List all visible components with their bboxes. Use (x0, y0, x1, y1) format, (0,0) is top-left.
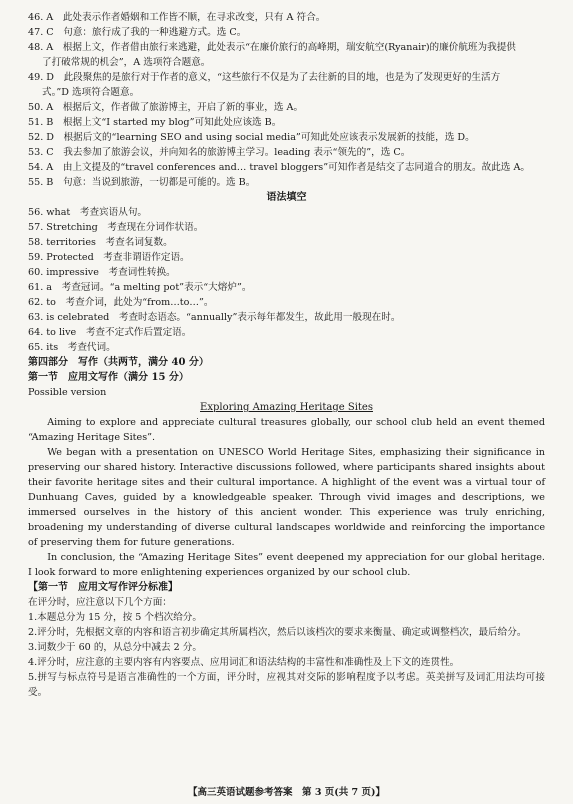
answer-48: 48. A 根据上文，作者借由旅行来逃避，此处表示“在廉价旅行的高峰期，瑞安航空(Ryanair)的廉价航班为我提供 (28, 42, 516, 53)
scoring-standard-title: 【第一节 应用文写作评分标准】 (28, 582, 178, 593)
essay-paragraph-3: In conclusion, the “Amazing Heritage Sites” event deepened my appreciation for our global heritage. I look forward to more enlightening experiences organized by our school club. (28, 552, 545, 578)
answer-48-cont: 了打破常规的机会”，A 选项符合题意。 (42, 57, 211, 68)
part-four-heading: 第四部分 写作（共两节，满分 40 分） (28, 357, 209, 368)
answer-65: 65. its 考查代词。 (28, 342, 116, 353)
page-footer: 【高三英语试题参考答案 第 3 页(共 7 页)】 (188, 787, 385, 798)
answer-50: 50. A 根据后文，作者做了旅游博主，开启了新的事业，选 A。 (28, 102, 304, 113)
scoring-item-1: 1.本题总分为 15 分，按 5 个档次给分。 (28, 612, 202, 623)
answer-52: 52. D 根据后文的“learning SEO and using social media”可知此处应该表示发展新的技能，选 D。 (28, 132, 475, 143)
answer-49-cont: 式。”D 选项符合题意。 (42, 87, 140, 98)
essay-paragraph-2: We began with a presentation on UNESCO World Heritage Sites, emphasizing their significance in preserving our shared history. Interactive discussions followed, where participants shared insights about their favorite heritage sites and their cultural importance. A highlight of the event was a virtual tour of Dunhuang Caves, guided by a knowledgeable speaker. Through vivid images and descriptions, we immersed ourselves in the history of this ancient wonder. This experience was truly enriching, broadening my understanding of diverse cultural landscapes worldwide and reinforcing the importance of preserving them for future generations. (28, 447, 545, 548)
essay-title: Exploring Amazing Heritage Sites (200, 402, 373, 413)
answer-47: 47. C 句意：旅行成了我的一种逃避方式。选 C。 (28, 27, 247, 38)
answer-53: 53. C 我去参加了旅游会议，并向知名的旅游博主学习。leading 表示“领先的”，选 C。 (28, 147, 411, 158)
answer-46: 46. A 此处表示作者婚姻和工作皆不顺，在寻求改变，只有 A 符合。 (28, 12, 326, 23)
answer-51: 51. B 根据上文“I started my blog”可知此处应该选 B。 (28, 117, 282, 128)
answer-55: 55. B 句意：当说到旅游，一切都是可能的。选 B。 (28, 177, 256, 188)
scoring-item-4: 4.评分时，应注意的主要内容有内容要点、应用词汇和语法结构的丰富性和准确性及上下文的连贯性。 (28, 657, 460, 668)
scoring-intro: 在评分时，应注意以下几个方面： (28, 597, 172, 608)
answer-61: 61. a 考查冠词。“a melting pot”表示“大熔炉”。 (28, 282, 252, 293)
answers-56-65 (28, 205, 545, 355)
section-one-heading: 第一节 应用文写作（满分 15 分） (28, 372, 189, 383)
answers-46-55 (28, 10, 545, 190)
answer-49: 49. D 此段聚焦的是旅行对于作者的意义，“这些旅行不仅是为了去往新的目的地，也是为了发现更好的生活方 (28, 72, 501, 83)
answer-58: 58. territories 考查名词复数。 (28, 237, 173, 248)
answer-56: 56. what 考查宾语从句。 (28, 207, 148, 218)
possible-version-label: Possible version (28, 387, 107, 398)
scoring-item-2: 2.评分时，先根据文章的内容和语言初步确定其所属档次，然后以该档次的要求来衡量、确定或调整档次，最后给分。 (28, 627, 527, 638)
answer-59: 59. Protected 考查非谓语作定语。 (28, 252, 190, 263)
section-grammar-title: 语法填空 (266, 192, 307, 203)
essay-paragraph-1: Aiming to explore and appreciate cultural treasures globally, our school club held an event themed “Amazing Heritage Sites”. (28, 417, 545, 443)
scoring-item-3: 3.词数少于 60 的，从总分中减去 2 分。 (28, 642, 202, 653)
answer-63: 63. is celebrated 考查时态语态。“annually”表示每年都发生，故此用一般现在时。 (28, 312, 401, 323)
scoring-item-5: 5.拼写与标点符号是语言准确性的一个方面，评分时，应视其对交际的影响程度予以考虑。英美拼写及词汇用法均可接受。 (28, 672, 545, 698)
answer-57: 57. Stretching 考查现在分词作状语。 (28, 222, 204, 233)
answer-60: 60. impressive 考查词性转换。 (28, 267, 176, 278)
answer-62: 62. to 考查介词，此处为“from…to…”。 (28, 297, 214, 308)
answer-54: 54. A 由上文提及的“travel conferences and… travel bloggers”可知作者是结交了志同道合的朋友。故此选 A。 (28, 162, 530, 173)
answer-64: 64. to live 考查不定式作后置定语。 (28, 327, 192, 338)
